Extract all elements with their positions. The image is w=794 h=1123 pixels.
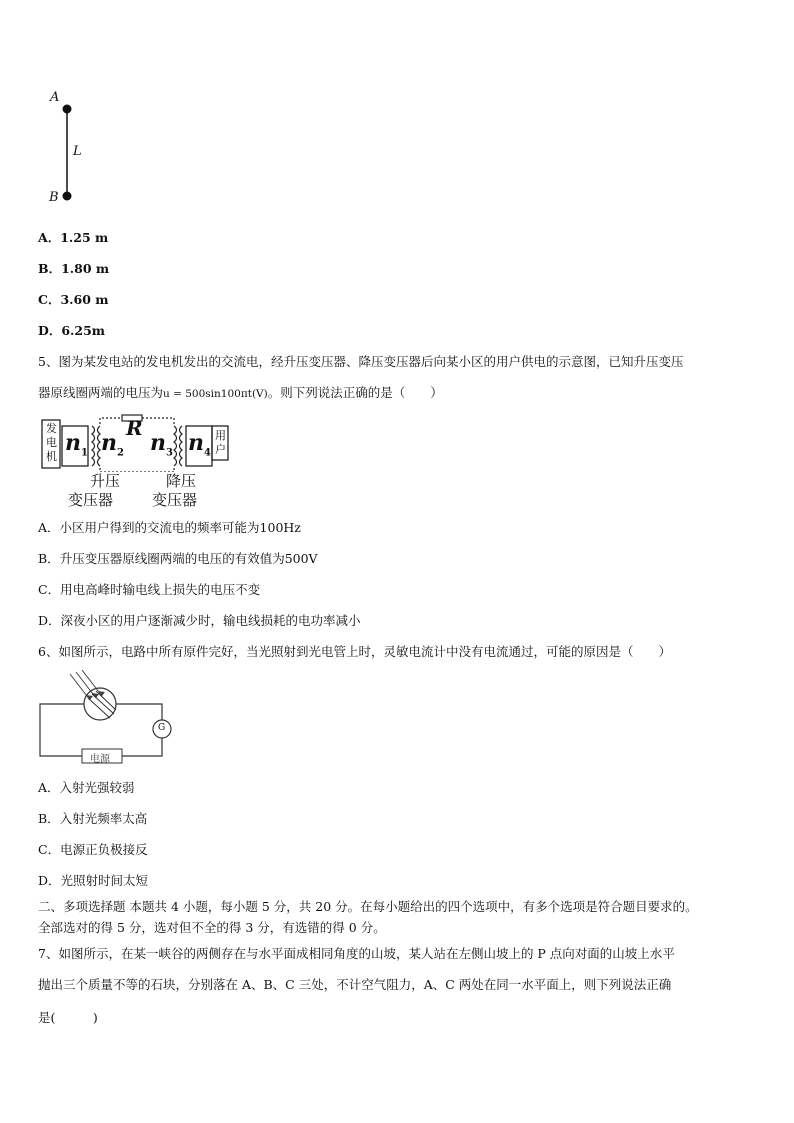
section2-line1: 二、多项选择题 本题共 4 小题，每小题 5 分，共 20 分。在每小题给出的四个选项中，有多个选项是符合题目要求的。 (38, 899, 698, 914)
q4-option-d: D．6.25m (38, 323, 106, 338)
n2-label: $n_2$ (101, 430, 124, 459)
photocell-figure (38, 670, 178, 770)
q5-stem-line1: 5、图为某发电站的发电机发出的交流电，经升压变压器、降压变压器后向某小区的用户供电的示意图，已知升压变压 (38, 354, 684, 369)
n1-label: $n_1$ (65, 430, 88, 459)
n4-label: $n_4$ (188, 430, 211, 459)
q5-formula: u = 500sin100πt(V) (163, 388, 268, 400)
power-label: 电源 (90, 754, 110, 765)
q4-option-b: B．1.80 m (38, 261, 110, 276)
transmission-figure (40, 412, 240, 512)
q5-stem-line2: 器原线圈两端的电压为u = 500sin100πt(V)。则下列说法正确的是（ ） (38, 385, 443, 400)
q6-option-d: D．光照射时间太短 (38, 873, 149, 888)
q6-option-b: B．入射光频率太高 (38, 811, 148, 826)
q5-option-b: B．升压变压器原线圈两端的电压的有效值为500V (38, 551, 318, 566)
n3-label: $n_3$ (150, 430, 173, 459)
q5-option-d: D．深夜小区的用户逐渐减少时，输电线损耗的电功率减小 (38, 613, 361, 628)
label-b: B (49, 190, 59, 205)
user-label: 用户 (215, 429, 226, 456)
q6-option-c: C．电源正负极接反 (38, 842, 148, 857)
galvanometer-label: G (158, 723, 166, 733)
q4-option-a: A．1.25 m (38, 230, 109, 245)
label-l: L (73, 144, 82, 159)
step-up-label-2: 变压器 (68, 491, 114, 509)
step-down-label-2: 变压器 (152, 491, 198, 509)
q6-option-a: A．入射光强较弱 (38, 780, 135, 795)
q6-stem: 6、如图所示，电路中所有原件完好，当光照射到光电管上时，灵敏电流计中没有电流通过，可能的原因是（ ） (38, 644, 671, 659)
generator-label: 发电机 (46, 422, 57, 463)
step-down-label-1: 降压 (166, 472, 197, 490)
q5-option-a: A．小区用户得到的交流电的频率可能为100Hz (38, 520, 301, 535)
q7-line1: 7、如图所示，在某一峡谷的两侧存在与水平面成相同角度的山坡，某人站在左侧山坡上的 P 点向对面的山坡上水平 (38, 946, 675, 961)
rod-figure (45, 88, 95, 208)
step-up-label-1: 升压 (90, 472, 121, 490)
section2-line2: 全部选对的得 5 分，选对但不全的得 3 分，有选错的得 0 分。 (38, 920, 386, 935)
q7-line3: 是( ) (38, 1010, 98, 1025)
q7-line2: 抛出三个质量不等的石块，分别落在 A、B、C 三处，不计空气阻力，A、C 两处在同一水平面上，则下列说法正确 (38, 977, 672, 992)
q5-option-c: C．用电高峰时输电线上损失的电压不变 (38, 582, 261, 597)
label-a: A (50, 90, 60, 105)
resistor-label: R (126, 416, 143, 440)
q4-option-c: C．3.60 m (38, 292, 109, 307)
